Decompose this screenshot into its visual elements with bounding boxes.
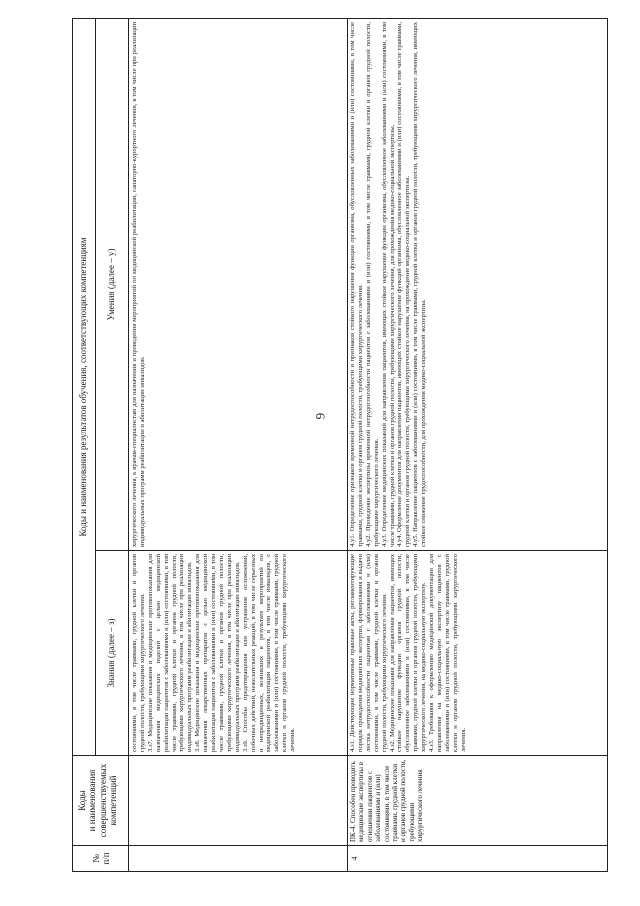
cell-knowledge-4 <box>347 550 607 755</box>
knowledge-item: 3.з7. Медицинские показания и медицинские противопоказания для назначения медицинских изделий с целью медицинской реабилитации пациентов с заболеваниями и (или) состояниями, в том числе травмами, грудной клетки и органов грудной полости, требующими хирургического лечения, в том числе при реализации индивидуальных программ реабилитации и абилитации инвалидов. <box>146 554 194 752</box>
page-number: 6 <box>313 412 328 420</box>
skills-item: хирургического лечения, к врачам-специалистам для назначения и проведения мероприятий по медицинской реабилитации, санаторно-курортного лечения, в том числе при реализации индивидуальных программ реабилитации и абилитации инвалидов. <box>131 22 146 547</box>
competency-table <box>72 18 608 872</box>
skills-item: 4.у2. Проведение экспертизы временной нетрудоспособности пациентов с заболеваниями и (или) состояниями, в том числе травмами, грудной клетки и органов грудной полости, требующими хирургического лечения. <box>364 22 380 547</box>
cell-num-continued <box>129 845 347 871</box>
cell-knowledge-continued <box>129 550 347 755</box>
header-num-label: № п/п <box>91 852 112 865</box>
cell-competency-continued <box>129 755 347 845</box>
skills-item: 4.у4. Оформление документов для направления пациентов, имеющих стойкое нарушение функций организма, обусловленное заболеваниями и (или) состояниями, в том числе травмами, грудной клетки и органов грудной полости, требующими хирургического лечения, на прохождение медико-социальной экспертизы. <box>396 22 412 547</box>
header-num <box>73 845 129 871</box>
cell-skills-continued <box>129 19 347 550</box>
skills-item: 4.у1. Определение признаков временной нетрудоспособности и признаков стойкого нарушения функции организма, обусловленных заболеваниями и (или) состояниями, в том числе травмами, грудной клетки и органов грудной полости, требующими хирургического лечения. <box>349 22 364 547</box>
knowledge-item: 3.з9. Способы предотвращения или устранения осложнений, побочных действий, нежелательных реакций, в том числе серьезных и непредвиденных, возникших в результате мероприятий по медицинской реабилитации пациентов, в том числе инвалидов, с заболеваниями и (или) состояниями, в том числе травмами, грудной клетки и органов грудной полости, требующими хирургического лечения. <box>241 554 297 752</box>
knowledge-item: 4.з2. Медицинские показания для направления пациентов, имеющих стойкое нарушение функции органов грудной полости, обусловленное заболеваниями и (или) состояниями, в том числе травмами, грудной клетки и органов грудной полости, требующими хирургического лечения, на медико-социальную экспертизу. <box>388 554 428 752</box>
cell-skills-4 <box>347 19 607 550</box>
table-row-continued <box>129 19 348 871</box>
table-header-row <box>73 19 129 871</box>
skills-item: 4.у3. Определение медицинских показаний для направления пациентов, имеющих стойкое нарушение функции организма, обусловленное заболеваниями и (или) состояниями, в том числе травмами, грудной клетки и органов грудной полости, требующими хирургического лечения, для прохождения медико-социальной экспертизы. <box>380 22 396 547</box>
header-knowledge-label: Знания (далее – з) <box>106 618 116 688</box>
knowledge-item: 3.з8. Медицинские показания и медицинские противопоказания для назначения лекарственных препаратов с целью медицинской реабилитации пациентов с заболеваниями и (или) состояниями, в том числе травмами, грудной клетки и органов грудной полости, требующими хирургического лечения, в том числе при реализации индивидуальных программ реабилитации и абилитации инвалидов. <box>194 554 241 752</box>
header-competency <box>73 755 129 845</box>
header-outcomes-label: Коды и наименования результатов обучения, соответствующих компетенциям <box>78 237 88 537</box>
header-outcomes <box>73 19 96 755</box>
row-number: 4 <box>350 856 359 861</box>
header-skills <box>95 19 129 550</box>
knowledge-item: 4.з1. Действующие нормативные правовые акты, регламентирующие порядок проведения медицинских экспертиз, формирования и выдачи листка нетрудоспособности пациентам с заболеваниями и (или) состояниями, в том числе травмами, грудной клетки и органов грудной полости, требующими хирургического лечения. <box>349 554 388 752</box>
table-row-4 <box>347 19 607 871</box>
header-knowledge <box>95 550 129 755</box>
competency-label: ПК-4. Способен проводить медицинские экспертизы в отношении пациентов с заболеваниями и (или) состояниями, в том числе травмами, грудной клетки и органов грудной полости, требующими хирургического лечения <box>349 759 425 842</box>
knowledge-item: 4.з3. Требования к оформлению медицинской документации для направления на медико-социальную экспертизу пациентов с заболеваниями и (или) состояниями, в том числе травмами, грудной клетки и органов грудной полости, требующими хирургического лечения. <box>428 554 467 752</box>
header-competency-label: Коды и наименования совершенствуемых компетенций <box>77 763 119 838</box>
knowledge-item: состояниями, в том числе травмами, грудной клетки и органов грудной полости, требующими хирургического лечения. <box>131 554 146 752</box>
skills-item: 4.у5. Направление пациентов с заболеваниями и (или) состояниями, в том числе травмами, грудной клетки и органов грудной полости, требующими хирургического лечения, имеющих стойкое снижение трудоспособности, для прохождения медико-социальной экспертизы. <box>412 22 428 547</box>
header-skills-label: Умения (далее – у) <box>106 248 116 321</box>
cell-competency-4 <box>347 755 607 845</box>
cell-num-4 <box>347 845 607 871</box>
